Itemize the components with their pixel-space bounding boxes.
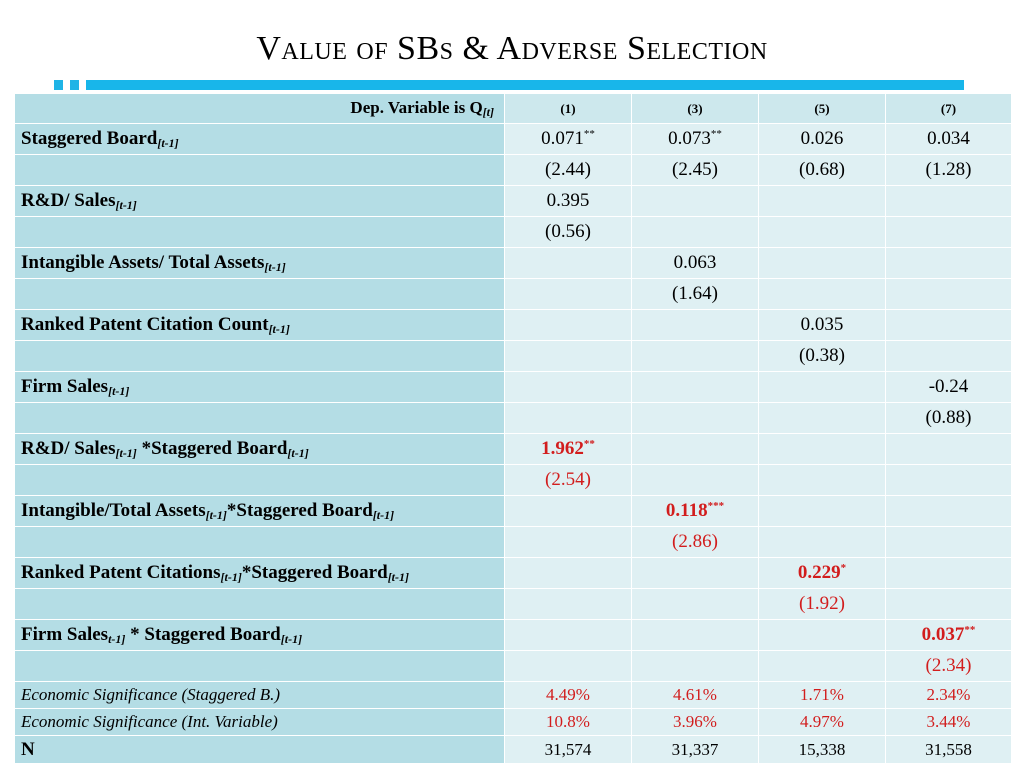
t-stat-row bbox=[15, 651, 1012, 682]
variable-label bbox=[15, 248, 505, 279]
coefficient-cell bbox=[886, 496, 1012, 527]
t-stat-cell bbox=[759, 465, 886, 496]
accent-bar bbox=[86, 80, 964, 90]
t-stat-cell bbox=[886, 279, 1012, 310]
t-stat-cell bbox=[505, 403, 632, 434]
t-stat-cell: (0.38) bbox=[759, 341, 886, 372]
coefficient-cell bbox=[632, 310, 759, 341]
interaction-subscript: [t-1] bbox=[287, 445, 309, 460]
variable-name: Firm Sales bbox=[21, 375, 109, 397]
interaction-name: * Staggered Board bbox=[125, 623, 281, 645]
coefficient-cell bbox=[632, 496, 759, 527]
t-stat-cell bbox=[759, 527, 886, 558]
t-stat-cell: (0.68) bbox=[759, 155, 886, 186]
coefficient-cell bbox=[886, 372, 1012, 403]
column-header: (1) bbox=[505, 94, 632, 124]
variable-label bbox=[15, 124, 505, 155]
variable-name: Intangible/Total Assets bbox=[21, 499, 206, 521]
t-stat-cell bbox=[759, 651, 886, 682]
t-stat-cell bbox=[505, 589, 632, 620]
t-stat-cell: (2.45) bbox=[632, 155, 759, 186]
coefficient-cell bbox=[632, 372, 759, 403]
accent-dot bbox=[70, 80, 79, 90]
coefficient-value: 0.071 bbox=[541, 128, 584, 149]
empty-label-cell bbox=[15, 279, 505, 310]
economic-significance-value: 10.8% bbox=[505, 709, 632, 736]
t-stat-cell bbox=[759, 279, 886, 310]
coefficient-cell bbox=[632, 434, 759, 465]
variable-label bbox=[15, 372, 505, 403]
t-stat-row bbox=[15, 403, 1012, 434]
coefficient-row bbox=[15, 558, 1012, 589]
variable-subscript: [t-1] bbox=[115, 197, 137, 212]
coefficient-cell bbox=[632, 620, 759, 651]
variable-label bbox=[15, 434, 505, 465]
t-stat-row bbox=[15, 217, 1012, 248]
significance-stars: ** bbox=[583, 128, 595, 140]
t-stat-cell bbox=[505, 341, 632, 372]
observations-value: 15,338 bbox=[759, 736, 886, 764]
coefficient-row bbox=[15, 620, 1012, 651]
economic-significance-value: 4.61% bbox=[632, 682, 759, 709]
empty-label-cell bbox=[15, 589, 505, 620]
coefficient-row bbox=[15, 124, 1012, 155]
accent-dot bbox=[54, 80, 63, 90]
t-stat-cell bbox=[886, 589, 1012, 620]
t-stat-cell bbox=[759, 403, 886, 434]
coefficient-cell bbox=[505, 620, 632, 651]
variable-label bbox=[15, 186, 505, 217]
significance-stars: ** bbox=[964, 624, 976, 636]
t-stat-cell bbox=[505, 651, 632, 682]
t-stat-row bbox=[15, 279, 1012, 310]
coefficient-cell bbox=[505, 558, 632, 589]
empty-label-cell bbox=[15, 651, 505, 682]
coefficient-value: 0.037 bbox=[921, 624, 965, 645]
coefficient-value: 0.026 bbox=[800, 128, 844, 149]
coefficient-cell bbox=[759, 248, 886, 279]
variable-subscript: t-1] bbox=[108, 631, 126, 646]
t-stat-cell: (0.88) bbox=[886, 403, 1012, 434]
economic-significance-value: 4.97% bbox=[759, 709, 886, 736]
column-header: (7) bbox=[886, 94, 1012, 124]
empty-label-cell bbox=[15, 527, 505, 558]
observations-row bbox=[15, 736, 1012, 764]
coefficient-cell bbox=[505, 496, 632, 527]
coefficient-value: 1.962 bbox=[541, 438, 584, 459]
economic-significance-value: 3.44% bbox=[886, 709, 1012, 736]
economic-significance-label: Economic Significance (Int. Variable) bbox=[15, 709, 505, 736]
coefficient-row bbox=[15, 186, 1012, 217]
t-stat-cell bbox=[886, 465, 1012, 496]
empty-label-cell bbox=[15, 465, 505, 496]
coefficient-row bbox=[15, 310, 1012, 341]
variable-subscript: [t-1] bbox=[205, 507, 227, 522]
t-stat-cell: (0.56) bbox=[505, 217, 632, 248]
coefficient-value: 0.063 bbox=[673, 252, 717, 273]
coefficient-value: 0.073 bbox=[668, 128, 711, 149]
coefficient-cell bbox=[632, 558, 759, 589]
t-stat-row bbox=[15, 527, 1012, 558]
slide-title: Value of SBs & Adverse Selection bbox=[256, 30, 768, 67]
coefficient-cell bbox=[759, 558, 886, 589]
coefficient-cell bbox=[886, 310, 1012, 341]
coefficient-cell bbox=[632, 186, 759, 217]
variable-label bbox=[15, 620, 505, 651]
dependent-variable-label bbox=[15, 94, 505, 124]
variable-subscript: [t-1] bbox=[115, 445, 137, 460]
variable-subscript: [t-1] bbox=[157, 135, 179, 150]
empty-label-cell bbox=[15, 403, 505, 434]
coefficient-row bbox=[15, 496, 1012, 527]
significance-stars: ** bbox=[583, 438, 595, 450]
coefficient-cell bbox=[505, 434, 632, 465]
economic-significance-row bbox=[15, 682, 1012, 709]
observations-value: 31,337 bbox=[632, 736, 759, 764]
interaction-subscript: [t-1] bbox=[280, 631, 303, 646]
coefficient-value: 0.035 bbox=[800, 314, 844, 335]
coefficient-cell bbox=[759, 186, 886, 217]
coefficient-value: 0.229 bbox=[797, 562, 841, 583]
empty-label-cell bbox=[15, 341, 505, 372]
coefficient-cell bbox=[505, 124, 632, 155]
coefficient-cell bbox=[505, 310, 632, 341]
significance-stars: * bbox=[840, 562, 847, 574]
empty-label-cell bbox=[15, 155, 505, 186]
t-stat-cell bbox=[505, 279, 632, 310]
coefficient-cell bbox=[759, 434, 886, 465]
accent-rule bbox=[0, 80, 964, 90]
t-stat-cell: (2.44) bbox=[505, 155, 632, 186]
coefficient-cell bbox=[505, 186, 632, 217]
t-stat-row bbox=[15, 155, 1012, 186]
coefficient-cell bbox=[886, 558, 1012, 589]
coefficient-value: 0.395 bbox=[546, 190, 590, 211]
coefficient-cell bbox=[505, 372, 632, 403]
variable-name: Firm Sales bbox=[21, 623, 109, 645]
coefficient-cell bbox=[886, 434, 1012, 465]
t-stat-cell bbox=[759, 217, 886, 248]
t-stat-row bbox=[15, 465, 1012, 496]
variable-subscript: [t-1] bbox=[264, 259, 286, 274]
variable-name: Staggered Board bbox=[21, 127, 158, 149]
t-stat-cell bbox=[632, 465, 759, 496]
economic-significance-value: 1.71% bbox=[759, 682, 886, 709]
economic-significance-value: 2.34% bbox=[886, 682, 1012, 709]
variable-name: Ranked Patent Citation Count bbox=[21, 313, 269, 335]
variable-label bbox=[15, 558, 505, 589]
dep-var-text: Dep. Variable is Q bbox=[350, 97, 483, 117]
interaction-subscript: [t-1] bbox=[387, 569, 410, 584]
table-body bbox=[15, 124, 1012, 764]
variable-label bbox=[15, 496, 505, 527]
coefficient-cell bbox=[886, 124, 1012, 155]
t-stat-cell bbox=[886, 341, 1012, 372]
coefficient-cell bbox=[632, 124, 759, 155]
t-stat-row bbox=[15, 341, 1012, 372]
significance-stars: *** bbox=[707, 500, 725, 512]
interaction-name: *Staggered Board bbox=[136, 437, 288, 459]
t-stat-cell bbox=[886, 217, 1012, 248]
coefficient-cell bbox=[759, 372, 886, 403]
variable-label bbox=[15, 310, 505, 341]
observations-value: 31,574 bbox=[505, 736, 632, 764]
economic-significance-label: Economic Significance (Staggered B.) bbox=[15, 682, 505, 709]
variable-name: R&D/ Sales bbox=[21, 437, 116, 459]
t-stat-cell bbox=[632, 341, 759, 372]
t-stat-cell: (2.54) bbox=[505, 465, 632, 496]
coefficient-value: 0.118 bbox=[665, 500, 708, 521]
variable-subscript: [t-1] bbox=[108, 383, 130, 398]
economic-significance-row bbox=[15, 709, 1012, 736]
coefficient-row bbox=[15, 434, 1012, 465]
variable-subscript: [t-1] bbox=[268, 321, 290, 336]
regression-table bbox=[14, 93, 1012, 764]
coefficient-row bbox=[15, 248, 1012, 279]
t-stat-cell: (2.34) bbox=[886, 651, 1012, 682]
coefficient-cell bbox=[759, 310, 886, 341]
t-stat-cell bbox=[632, 651, 759, 682]
column-header: (3) bbox=[632, 94, 759, 124]
variable-name: R&D/ Sales bbox=[21, 189, 116, 211]
coefficient-cell bbox=[505, 248, 632, 279]
coefficient-cell bbox=[759, 124, 886, 155]
variable-subscript: [t-1] bbox=[220, 569, 242, 584]
coefficient-value: 0.034 bbox=[927, 128, 970, 149]
interaction-name: *Staggered Board bbox=[226, 499, 373, 521]
interaction-subscript: [t-1] bbox=[372, 507, 395, 522]
economic-significance-value: 3.96% bbox=[632, 709, 759, 736]
t-stat-cell: (2.86) bbox=[632, 527, 759, 558]
variable-name: Ranked Patent Citations bbox=[21, 561, 221, 583]
coefficient-cell bbox=[886, 186, 1012, 217]
t-stat-cell bbox=[632, 589, 759, 620]
column-header: (5) bbox=[759, 94, 886, 124]
t-stat-cell: (1.64) bbox=[632, 279, 759, 310]
t-stat-cell: (1.28) bbox=[886, 155, 1012, 186]
observations-value: 31,558 bbox=[886, 736, 1012, 764]
t-stat-cell bbox=[505, 527, 632, 558]
table-header-row bbox=[15, 94, 1012, 124]
coefficient-cell bbox=[759, 620, 886, 651]
coefficient-row bbox=[15, 372, 1012, 403]
significance-stars: ** bbox=[710, 128, 722, 140]
coefficient-cell bbox=[759, 496, 886, 527]
t-stat-row bbox=[15, 589, 1012, 620]
empty-label-cell bbox=[15, 217, 505, 248]
variable-name: Intangible Assets/ Total Assets bbox=[21, 251, 265, 273]
economic-significance-value: 4.49% bbox=[505, 682, 632, 709]
coefficient-value: -0.24 bbox=[928, 376, 969, 397]
observations-label: N bbox=[15, 736, 505, 764]
dep-var-subscript: [t] bbox=[482, 104, 494, 119]
coefficient-cell bbox=[632, 248, 759, 279]
coefficient-cell bbox=[886, 620, 1012, 651]
coefficient-cell bbox=[886, 248, 1012, 279]
t-stat-cell bbox=[632, 403, 759, 434]
t-stat-cell: (1.92) bbox=[759, 589, 886, 620]
interaction-name: *Staggered Board bbox=[241, 561, 388, 583]
t-stat-cell bbox=[886, 527, 1012, 558]
t-stat-cell bbox=[632, 217, 759, 248]
